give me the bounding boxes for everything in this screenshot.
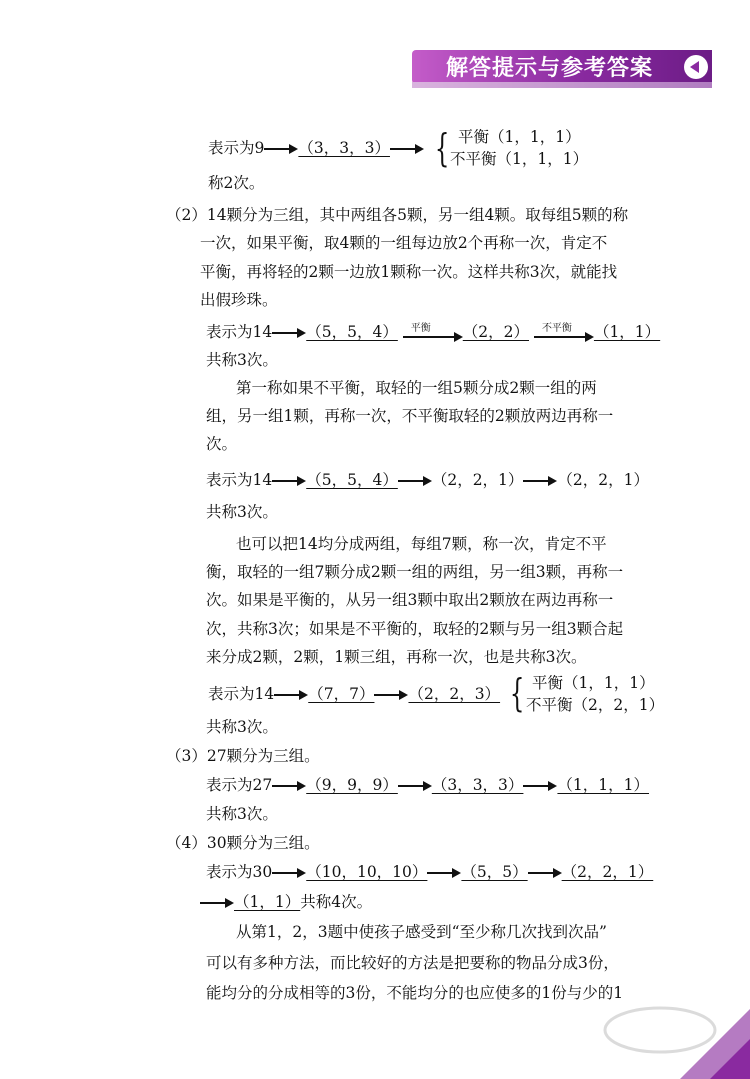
s2-alt2-line-1: 也可以把14均分成两组，每组7颗，称一次，肯定不平 [236, 535, 607, 553]
s2-line-2: 一次，如果平衡，取4颗的一组每边放2个再称一次，肯定不 [200, 234, 608, 252]
s2-alt2-line-3: 次。如果是平衡的，从另一组3颗中取出2颗放在两边再称一 [206, 591, 614, 609]
s2-alt1-times: 共称3次。 [206, 503, 278, 521]
s2-alt1-line-3: 次。 [206, 435, 238, 453]
s2-alt2-times: 共称3次。 [206, 718, 278, 736]
arrow-icon [390, 144, 424, 154]
end-line-2: 可以有多种方法，而比较好的方法是把要称的物品分成3份， [206, 954, 619, 972]
p1-balance: 平衡（1，1，1） [458, 128, 581, 146]
arrow-icon [398, 476, 432, 486]
arrow-icon [272, 781, 306, 791]
arrow-icon [398, 781, 432, 791]
arrow-icon [274, 690, 308, 700]
arrow-icon [523, 476, 557, 486]
s2-alt2-line-4: 次，共称3次；如果是不平衡的，取轻的2颗与另一组3颗合起 [206, 620, 624, 638]
arrow-icon [264, 144, 298, 154]
arrow-icon [528, 868, 562, 878]
arrow-icon [200, 898, 234, 908]
p1-times: 称2次。 [208, 174, 265, 192]
s2-alt1-expression: 表示为14 （5，5，4） （2，2，1） （2，2，1） [206, 471, 650, 489]
s4-line-1: （4）30颗分为三组。 [166, 834, 320, 852]
brace-icon: { [434, 126, 450, 170]
arrow-icon [374, 690, 408, 700]
arrow-icon [427, 868, 461, 878]
header-shade [412, 82, 712, 88]
unbalance-arrow-icon: 不平衡 [534, 325, 594, 341]
s2-alt1-line-1: 第一称如果不平衡，取轻的一组5颗分成2颗一组的两 [236, 379, 597, 397]
brace-icon: { [509, 671, 525, 715]
s2-alt2-line-5: 来分成2颗，2颗，1颗三组，再称一次，也是共称3次。 [206, 648, 587, 666]
s3-expression: 表示为27 （9，9，9） （3，3，3） （1，1，1） [206, 776, 650, 794]
arrow-icon [272, 328, 306, 338]
s2-alt1-line-2: 组，另一组1颗，再称一次，不平衡取轻的2颗放两边再称一 [206, 407, 614, 425]
balance-arrow-icon: 平衡 [403, 325, 463, 341]
arrow-icon [272, 868, 306, 878]
header-title: 解答提示与参考答案 [446, 56, 654, 81]
watermark-logo [600, 1005, 720, 1065]
s2-expression: 表示为14 （5，5，4） 平衡 （2，2） 不平衡 （1，1） [206, 323, 661, 341]
s4-expression-cont: （1，1）共称4次。 [200, 892, 372, 912]
s3-line-1: （3）27颗分为三组。 [166, 747, 320, 765]
back-arrow-icon [684, 55, 708, 79]
end-line-3: 能均分的分成相等的3份，不能均分的也应使多的1份与少的1 [206, 984, 624, 1002]
p1-expression: 表示为9 （3，3，3） [208, 138, 424, 158]
s2-alt2-expression: 表示为14 （7，7） （2，2，3） [208, 685, 501, 703]
arrow-icon [523, 781, 557, 791]
s3-times: 共称3次。 [206, 805, 278, 823]
s2-times: 共称3次。 [206, 351, 278, 369]
s2-alt2-line-2: 衡，取轻的一组7颗分成2颗一组的两组，另一组3颗，再称一 [206, 563, 624, 581]
p1-unbalance: 不平衡（1，1，1） [450, 150, 589, 168]
s2-alt2-unbalance: 不平衡（2，2，1） [526, 696, 665, 714]
s2-line-1: （2）14颗分为三组，其中两组各5颗，另一组4颗。取每组5颗的称 [166, 206, 629, 224]
end-line-1: 从第1，2，3题中使孩子感受到“至少称几次找到次品” [236, 923, 607, 941]
arrow-icon [272, 476, 306, 486]
s2-line-3: 平衡，再将轻的2颗一边放1颗称一次。这样共称3次，就能找 [200, 263, 618, 281]
s4-expression: 表示为30 （10，10，10） （5，5） （2，2，1） [206, 863, 654, 881]
s2-line-4: 出假珍珠。 [200, 291, 278, 309]
s2-alt2-balance: 平衡（1，1，1） [532, 674, 655, 692]
